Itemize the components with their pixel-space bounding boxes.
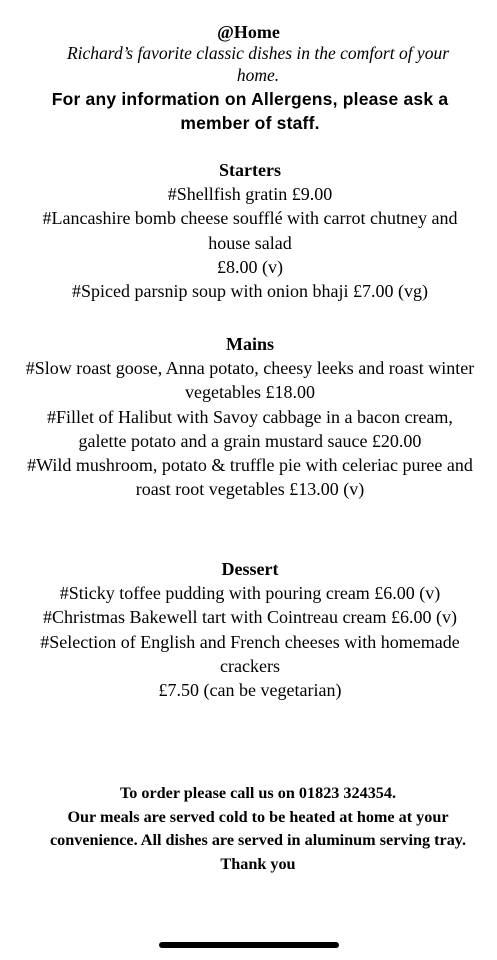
menu-item: #Shellfish gratin £9.00 (167, 184, 333, 204)
menu-item: #Slow roast goose, Anna potato, cheesy leeks and roast winter vegetables £18.00 (25, 358, 475, 403)
menu-subtitle: Richard’s favorite classic dishes in the comfort of your home. (66, 43, 450, 85)
menu-item: #Spiced parsnip soup with onion bhaji £7.00 (vg) (72, 281, 428, 302)
mains-section (22, 332, 478, 502)
menu-item: #Selection of English and French cheeses with homemade crackers (40, 631, 460, 676)
section-title-dessert: Dessert (221, 559, 279, 579)
section-title-starters: Starters (219, 160, 281, 180)
thank-you-text: Thank you (220, 854, 296, 873)
menu-item: #Wild mushroom, potato & truffle pie with celeriac puree and roast root vegetables £13.00 (v) (27, 455, 473, 500)
dessert-section (22, 557, 478, 702)
menu-item: #Fillet of Halibut with Savoy cabbage in a bacon cream, galette potato and a grain mustard sauce £20.00 (47, 406, 453, 451)
serving-note: Our meals are served cold to be heated at home at your convenience. All dishes are served in aluminum serving tray. (49, 807, 467, 849)
starters-section (22, 158, 478, 303)
menu-item: £7.50 (can be vegetarian) (158, 680, 342, 701)
menu-item: £8.00 (v) (217, 256, 283, 277)
home-indicator-bar[interactable] (159, 942, 339, 948)
order-info (40, 782, 476, 876)
menu-item: #Sticky toffee pudding with pouring cream £6.00 (v) (59, 583, 441, 603)
menu-item: #Christmas Bakewell tart with Cointreau cream £6.00 (v) (43, 607, 457, 628)
order-phone-line: To order please call us on 01823 324354. (119, 784, 397, 802)
allergen-notice: For any information on Allergens, please ask a member of staff. (51, 89, 449, 133)
menu-title: @Home (217, 22, 280, 42)
section-title-mains: Mains (225, 334, 274, 354)
menu-item: #Lancashire bomb cheese soufflé with carrot chutney and house salad (42, 208, 458, 253)
